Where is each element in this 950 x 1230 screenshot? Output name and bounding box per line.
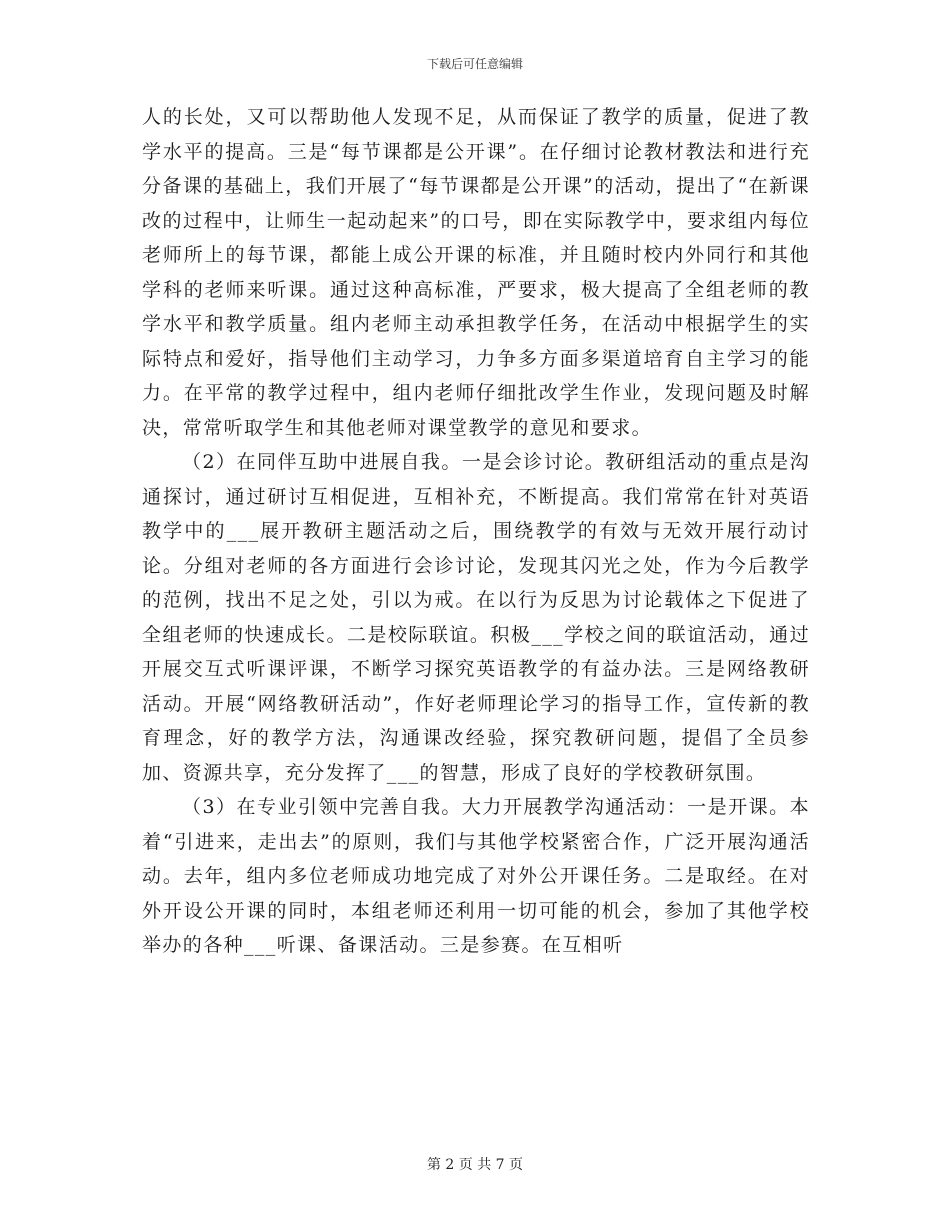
header-note: 下载后可任意编辑 (426, 57, 523, 71)
paragraph-professional-guidance: （3）在专业引领中完善自我。大力开展教学沟通活动：一是开课。本着“引进来，走出去”的原则，我们与其他学校紧密合作，广泛开展沟通活动。去年，组内多位老师成功地完成了对外公开课任务。二是取经。在对外开设公开课的同时，本组老师还利用一切可能的机会，参加了其他学校举办的各种___听课、备课活动。三是参赛。在互相听 (142, 796, 810, 956)
page-number: 第 2 页 共 7 页 (426, 1157, 524, 1173)
paragraph-continued: 人的长处，又可以帮助他人发现不足，从而保证了教学的质量，促进了教学水平的提高。三是“每节课都是公开课”。在仔细讨论教材教法和进行充分备课的基础上，我们开展了“每节课都是公开课”的活动，提出了“在新课改的过程中，让师生一起动起来”的口号，即在实际教学中，要求组内每位老师所上的每节课，都能上成公开课的标准，并且随时校内外同行和其他学科的老师来听课。通过这种高标准，严要求，极大提高了全组老师的教学水平和教学质量。组内老师主动承担教学任务，在活动中根据学生的实际特点和爱好，指导他们主动学习，力争多方面多渠道培育自主学习的能力。在平常的教学过程中，组内老师仔细批改学生作业，发现问题及时解决，常常听取学生和其他老师对课堂教学的意见和要求。 (142, 106, 810, 439)
document-body (142, 100, 810, 963)
paragraph-peer-support: （2）在同伴互助中进展自我。一是会诊讨论。教研组活动的重点是沟通探讨，通过研讨互相促进，互相补充，不断提高。我们常常在针对英语教学中的___展开教研主题活动之后，围绕教学的有效与无效开展行动讨论。分组对老师的各方面进行会诊讨论，发现其闪光之处，作为今后教学的范例，找出不足之处，引以为戒。在以行为反思为讨论载体之下促进了全组老师的快速成长。二是校际联谊。积极___学校之间的联谊活动，通过开展交互式听课评课，不断学习探究英语教学的有益办法。三是网络教研活动。开展“网络教研活动”，作好老师理论学习的指导工作，宣传新的教育理念，好的教学方法，沟通课改经验，探究教研问题，提倡了全员参加、资源共享，充分发挥了___的智慧，形成了良好的学校教研氛围。 (142, 451, 810, 784)
page-footer (0, 1154, 950, 1174)
page-header (0, 55, 950, 72)
